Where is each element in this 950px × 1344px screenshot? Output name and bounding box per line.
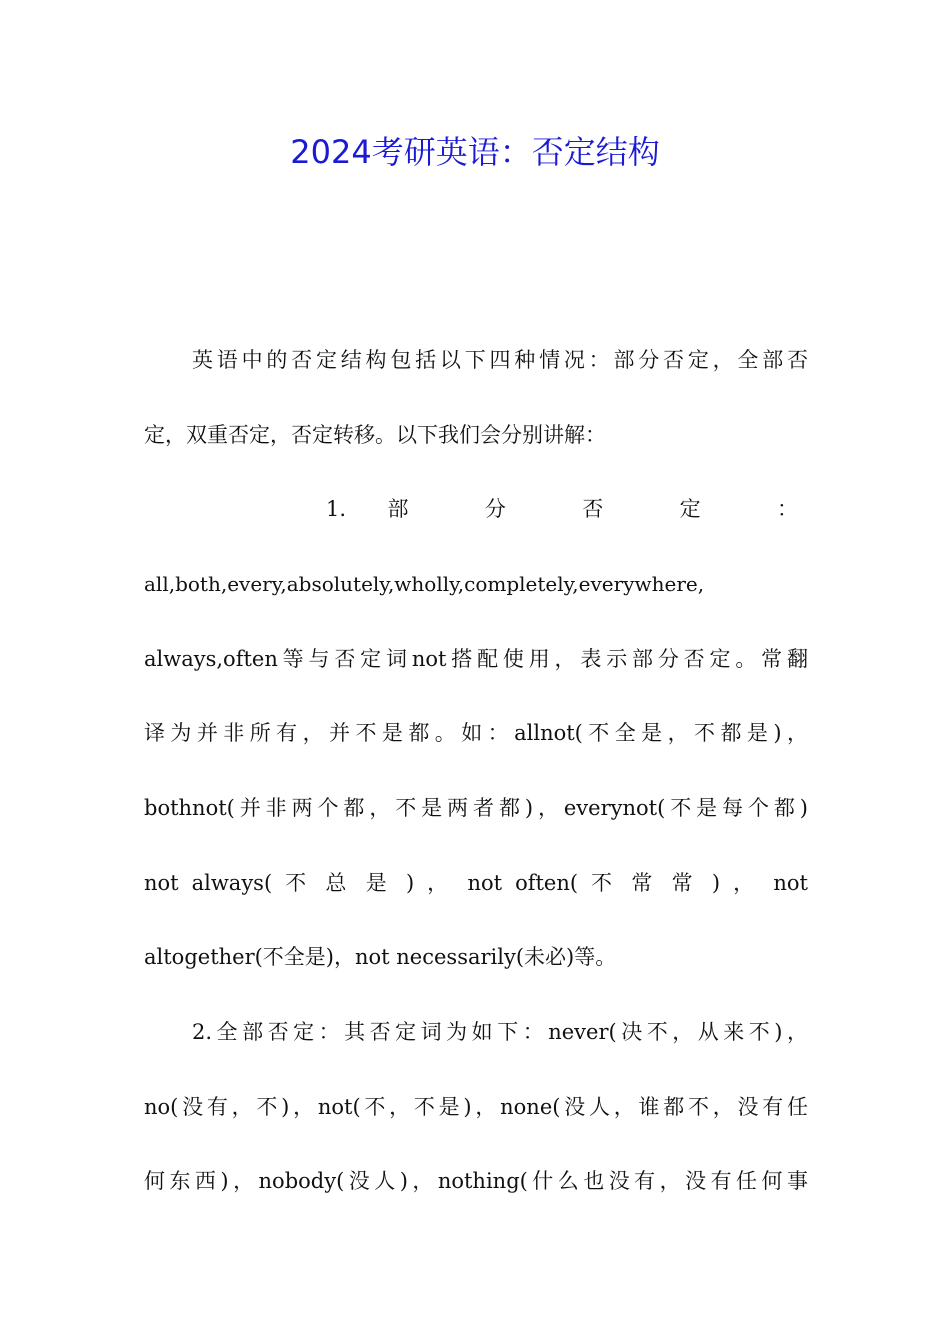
document-title: 2024考研英语：否定结构 [290, 133, 660, 171]
paragraph-line: 何东西)，nobody(没人)，nothing(什么也没有，没有任何事 [144, 1169, 808, 1193]
section-heading-1: 1. 部 分 否 定 ： [326, 497, 798, 521]
paragraph-line: all,both,every,absolutely,wholly,completely,everywhere, [144, 572, 705, 596]
paragraph-line: 定，双重否定，否定转移。以下我们会分别讲解： [144, 423, 606, 447]
section-heading-2: 2.全部否定：其否定词为如下：never(决不，从来不)， [192, 1020, 808, 1044]
paragraph-line: bothnot(并非两个都，不是两者都)，everynot(不是每个都) [144, 796, 808, 820]
paragraph-line: always,often等与否定词not搭配使用，表示部分否定。常翻 [144, 647, 808, 671]
paragraph-line: 英语中的否定结构包括以下四种情况：部分否定，全部否 [192, 348, 808, 372]
paragraph-line: altogether(不全是)，not necessarily(未必)等。 [144, 945, 617, 969]
paragraph-line: 译为并非所有，并不是都。如：allnot(不全是，不都是)， [144, 721, 808, 745]
paragraph-line: not always( 不 总 是 ) ， not often( 不 常 常 ) ， not [144, 871, 808, 895]
paragraph-line: no(没有，不)，not(不，不是)，none(没人，谁都不，没有任 [144, 1095, 808, 1119]
